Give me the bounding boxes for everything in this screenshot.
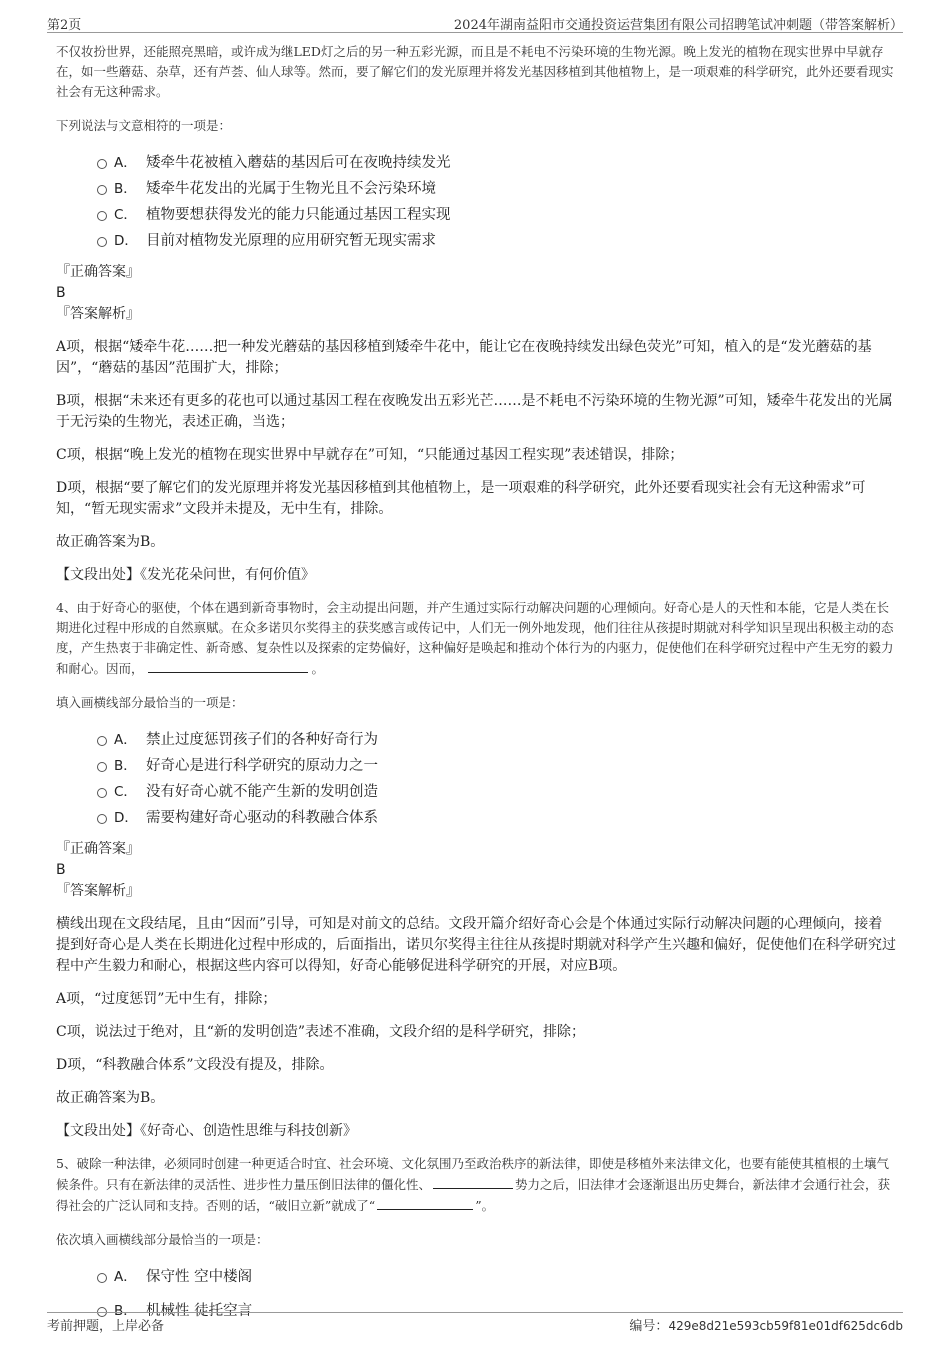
q3-analysis-b: B项，根据“未来还有更多的花也可以通过基因工程在夜晚发出五彩光芒……是不耗电不污染环境的生物光源”可知，矮牵牛花发出的光属于无污染的生物光，表述正确，当选； [56, 393, 893, 430]
q4-analysis-a: A项，“过度惩罚”无中生有，排除； [56, 991, 277, 1007]
q5-option-a[interactable]: A． 保守性 空中楼阁 [56, 1264, 896, 1298]
q4-stem: 填入画横线部分最恰当的一项是： [56, 695, 244, 710]
q5-passage: 5、破除一种法律，必须同时创建一种更适合时宜、社会环境、文化氛围乃至政治秩序的新法律，即使是移植外来法律文化，也要有能使其植根的土壤气候条件。只有在新法律的灵活性、进步性力量压倒旧法律的僵化性、 势力之后，旧法律才会逐渐退出历史舞台，新法律才会通行社会，获得社会的广泛认同和支持。否则的话，“破旧立新”就成了“ ”。 [56, 1156, 891, 1213]
q3-option-c[interactable]: C． 植物要想获得发光的能力只能通过基因工程实现 [56, 202, 896, 228]
q4-option-b[interactable]: B． 好奇心是进行科学研究的原动力之一 [56, 753, 896, 779]
q3-source: 【文段出处】《发光花朵问世，有何价值》 [56, 567, 315, 583]
q4-option-c[interactable]: C． 没有好奇心就不能产生新的发明创造 [56, 779, 896, 805]
q4-option-d[interactable]: D． 需要构建好奇心驱动的科教融合体系 [56, 805, 896, 831]
document-code: 编号：429e8d21e593cb59f81e01df625dc6db [629, 1319, 903, 1334]
footer-slogan: 考前押题，上岸必备 [47, 1319, 165, 1334]
fill-blank [377, 1195, 473, 1210]
q3-analysis-a: A项，根据“矮牵牛花……把一种发光蘑菇的基因移植到矮牵牛花中，能让它在夜晚持续发出绿色荧光”可知，植入的是“发光蘑菇的基因”，“蘑菇的基因”范围扩大，排除； [56, 339, 872, 376]
q3-option-d[interactable]: D． 目前对植物发光原理的应用研究暂无现实需求 [56, 228, 896, 254]
q4-passage: 4、由于好奇心的驱使，个体在遇到新奇事物时，会主动提出问题，并产生通过实际行动解决问题的心理倾向。好奇心是人的天性和本能，它是人类在长期进化过程中形成的自然禀赋。在众多诺贝尔奖得主的获奖感言或传记中，人们无一例外地发现，他们往往从孩提时期就对科学知识呈现出积极主动的态度，产生热衷于非确定性、新奇感、复杂性以及探索的定势偏好，这种偏好是唤起和推动个体行为的内驱力，促使他们在科学研究过程中产生无穷的毅力和耐心。因而， 。 [56, 600, 894, 676]
fill-blank [433, 1174, 513, 1189]
radio-button[interactable] [97, 1273, 107, 1283]
q4-analysis-d: D项，“科教融合体系”文段没有提及，排除。 [56, 1057, 334, 1073]
q3-conclusion: 故正确答案为B。 [56, 534, 165, 550]
q3-passage-tail: 不仅妆扮世界，还能照亮黑暗，或许成为继LED灯之后的另一种五彩光源，而且是不耗电不污染环境的生物光源。晚上发光的植物在现实世界中早就存在，如一些蘑菇、杂草，还有芦荟、仙人球等。然而，要了解它们的发光原理并将发光基因移植到其他植物上，是一项艰难的科学研究，此外还要看现实社会有无这种需求。 [56, 44, 894, 99]
radio-button[interactable] [97, 159, 107, 169]
q3-option-a[interactable]: A． 矮牵牛花被植入蘑菇的基因后可在夜晚持续发光 [56, 150, 896, 176]
page-footer [47, 1312, 903, 1333]
q4-source: 【文段出处】《好奇心、创造性思维与科技创新》 [56, 1123, 357, 1139]
fill-blank [148, 658, 308, 673]
radio-button[interactable] [97, 788, 107, 798]
radio-button[interactable] [97, 814, 107, 824]
document-title: 2024年湖南益阳市交通投资运营集团有限公司招聘笔试冲刺题（带答案解析） [453, 18, 903, 33]
page-header [47, 12, 903, 33]
q4-conclusion: 故正确答案为B。 [56, 1090, 165, 1106]
q4-answer: B [56, 862, 66, 878]
page-content [56, 42, 896, 1324]
radio-button[interactable] [97, 762, 107, 772]
q4-analysis-c: C项，说法过于绝对，且“新的发明创造”表述不准确，文段介绍的是科学研究，排除； [56, 1024, 586, 1040]
radio-button[interactable] [97, 211, 107, 221]
q4-option-a[interactable]: A． 禁止过度惩罚孩子们的各种好奇行为 [56, 727, 896, 753]
q3-analysis-label: 『答案解析』 [56, 306, 140, 322]
q3-options [56, 150, 896, 254]
q4-analysis-main: 横线出现在文段结尾，且由“因而”引导，可知是对前文的总结。文段开篇介绍好奇心会是个体通过实际行动解决问题的心理倾向，接着提到好奇心是人类在长期进化过程中形成的，后面指出，诺贝尔奖得主往往从孩提时期就对科学产生兴趣和偏好，促使他们在科学研究过程中产生毅力和耐心，根据这些内容可以得知，好奇心能够促进科学研究的开展，对应B项。 [56, 916, 896, 974]
q5-option-b[interactable]: B． 机械性 徒托空言 [56, 1298, 896, 1324]
q3-answer-label: 『正确答案』 [56, 264, 140, 280]
q3-option-b[interactable]: B． 矮牵牛花发出的光属于生物光且不会污染环境 [56, 176, 896, 202]
q5-stem: 依次填入画横线部分最恰当的一项是： [56, 1232, 269, 1247]
q3-answer: B [56, 285, 66, 301]
radio-button[interactable] [97, 185, 107, 195]
q4-answer-label: 『正确答案』 [56, 841, 140, 857]
q3-stem: 下列说法与文意相符的一项是： [56, 118, 232, 133]
page-number: 第2页 [47, 18, 82, 33]
q3-analysis-d: D项，根据“要了解它们的发光原理并将发光基因移植到其他植物上，是一项艰难的科学研究，此外还要看现实社会有无这种需求”可知，“暂无现实需求”文段并未提及，无中生有，排除。 [56, 480, 866, 517]
radio-button[interactable] [97, 736, 107, 746]
q3-analysis-c: C项，根据“晚上发光的植物在现实世界中早就存在”可知，“只能通过基因工程实现”表述错误，排除； [56, 447, 684, 463]
q4-options [56, 727, 896, 831]
q4-analysis-label: 『答案解析』 [56, 883, 140, 899]
radio-button[interactable] [97, 237, 107, 247]
